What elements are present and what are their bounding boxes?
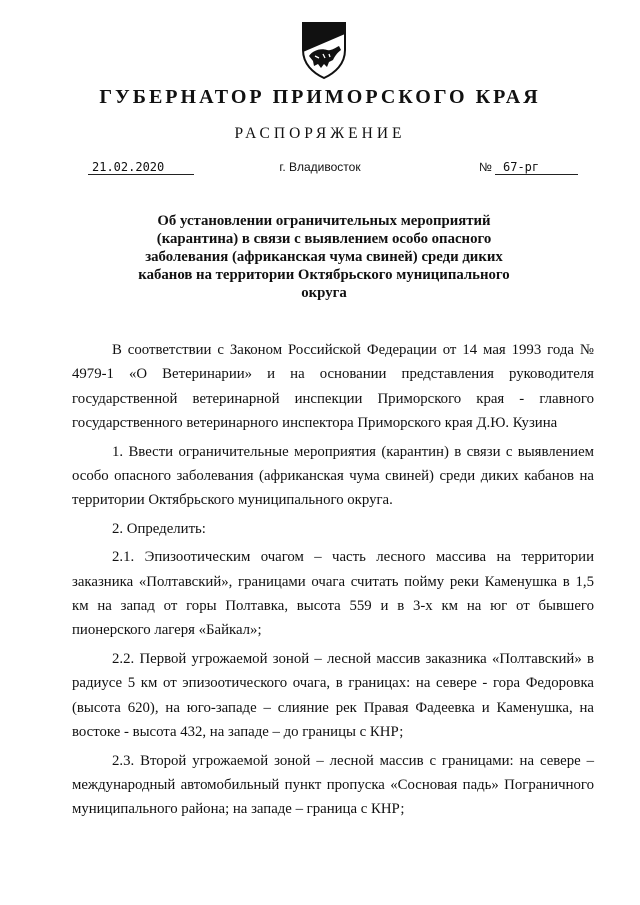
- document-title: Об установлении ограничительных мероприятий (карантина) в связи с выявлением особо опасного заболевания (африканская чума свиней) среди диких кабанов на территории Октябрьского муниципального округа: [138, 213, 510, 301]
- organization-heading: ГУБЕРНАТОР ПРИМОРСКОГО КРАЯ: [99, 86, 541, 108]
- number-label: №: [479, 160, 492, 174]
- document-date: 21.02.2020: [88, 160, 194, 175]
- paragraph-2-2: 2.2. Первой угрожаемой зоной – лесной массив заказника «Полтавский» в радиусе 5 км от эпизоотического очага, в границах: на севере - гора Федоровка (высота 620), на юго-западе – слияние рек Правая Фадеевка и Каменушка, на востоке - высота 432, на западе – до границы с КНР;: [72, 650, 594, 741]
- coat-of-arms-icon: [297, 20, 351, 80]
- paragraph-2: 2. Определить:: [112, 520, 206, 537]
- document-body: [72, 338, 594, 826]
- document-type: РАСПОРЯЖЕНИЕ: [234, 125, 406, 142]
- paragraph-1: 1. Ввести ограничительные мероприятия (карантин) в связи с выявлением особо опасного заболевания (африканская чума свиней) среди диких кабанов на территории Октябрьского муниципального округа.: [72, 443, 594, 509]
- document-number: 67-рг: [495, 160, 578, 175]
- paragraph-2-3: 2.3. Второй угрожаемой зоной – лесной массив с границами: на севере – международный автомобильный пункт пропуска «Сосновая падь» Пограничного муниципального района; на западе – граница с КНР;: [72, 752, 594, 818]
- paragraph-preamble: В соответствии с Законом Российской Федерации от 14 мая 1993 года № 4979-1 «О Ветеринарии» и на основании представления руководителя государственной ветеринарной инспекции Приморского края - главного государственного ветеринарного инспектора Приморского края Д.Ю. Кузина: [72, 342, 594, 432]
- paragraph-2-1: 2.1. Эпизоотическим очагом – часть лесного массива на территории заказника «Полтавский», границами очага считать пойму реки Каменушка в 1,5 км на запад от горы Полтавка, высота 559 и в 3-х км на юг от бывшего пионерского лагеря «Байкал»;: [72, 549, 594, 639]
- document-city: г. Владивосток: [279, 160, 361, 174]
